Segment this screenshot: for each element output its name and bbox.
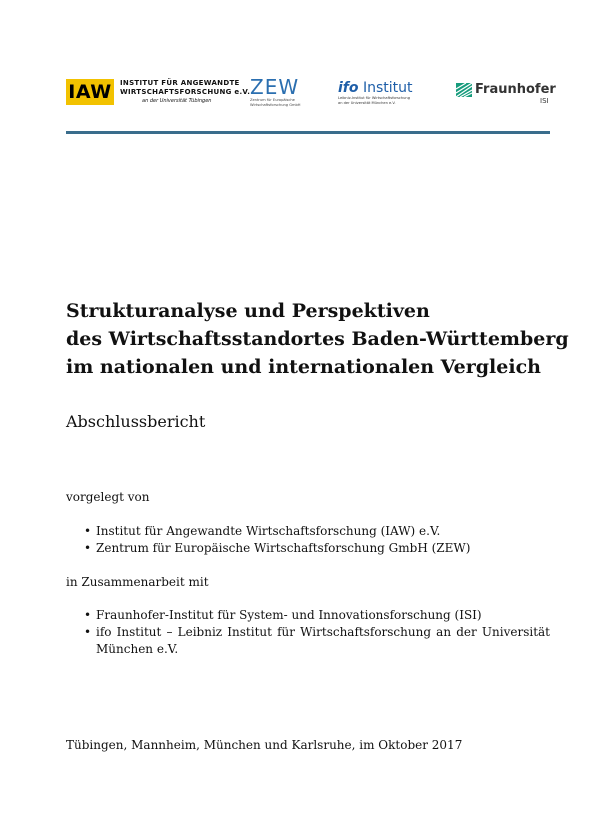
iaw-logo-mark: IAW — [66, 79, 114, 105]
list-item: • ifo Institut – Leibniz Institut für Wirtschaftsforschung an der Universität München e.V. — [84, 624, 550, 658]
place-date-line: Tübingen, Mannheim, München und Karlsruhe, im Oktober 2017 — [66, 738, 463, 752]
fraunhofer-logo-name: Fraunhofer — [475, 82, 556, 97]
report-title-line1: Strukturanalyse und Perspektiven — [66, 300, 430, 322]
presented-by-label: vorgelegt von — [66, 490, 150, 504]
zew-logo-line1: Zentrum für Europäische — [250, 98, 295, 102]
list-item: • Zentrum für Europäische Wirtschaftsforschung GmbH (ZEW) — [84, 540, 550, 557]
report-title-line3: im nationalen und internationalen Vergleich — [66, 356, 541, 378]
header-divider — [66, 131, 550, 134]
cooperation-label: in Zusammenarbeit mit — [66, 575, 209, 589]
iaw-logo-text — [120, 79, 250, 106]
fraunhofer-logo — [456, 82, 556, 105]
zew-logo-mark: ZEW — [250, 75, 300, 99]
logo-row — [66, 75, 556, 116]
report-subtitle: Abschlussbericht — [66, 412, 206, 431]
ifo-logo-mark-bold: ifo — [338, 80, 359, 96]
ifo-logo-line2: an der Universität München e.V. — [338, 101, 396, 105]
fraunhofer-emblem-icon — [456, 83, 472, 97]
presented-by-list — [84, 523, 550, 557]
ifo-logo-mark-rest: Institut — [358, 80, 413, 96]
iaw-logo-line2: WIRTSCHAFTSFORSCHUNG e.V. — [120, 88, 251, 96]
fraunhofer-logo-unit: ISI — [540, 97, 549, 105]
iaw-logo — [66, 79, 250, 113]
ifo-logo — [338, 80, 413, 106]
iaw-logo-line3: an der Universität Tübingen — [142, 98, 212, 104]
cooperation-list — [84, 607, 550, 658]
list-item: • Institut für Angewandte Wirtschaftsforschung (IAW) e.V. — [84, 523, 550, 540]
report-title — [66, 297, 569, 381]
ifo-logo-line1: Leibniz-Institut für Wirtschaftsforschung — [338, 96, 410, 100]
zew-logo — [250, 76, 301, 108]
zew-logo-line2: Wirtschaftsforschung GmbH — [250, 103, 301, 107]
list-item: • Fraunhofer-Institut für System- und Innovationsforschung (ISI) — [84, 607, 550, 624]
report-title-line2: des Wirtschaftsstandortes Baden-Württemberg — [66, 328, 569, 350]
iaw-logo-line1: INSTITUT FÜR ANGEWANDTE — [120, 79, 240, 87]
ifo-logo-mark — [338, 80, 413, 96]
